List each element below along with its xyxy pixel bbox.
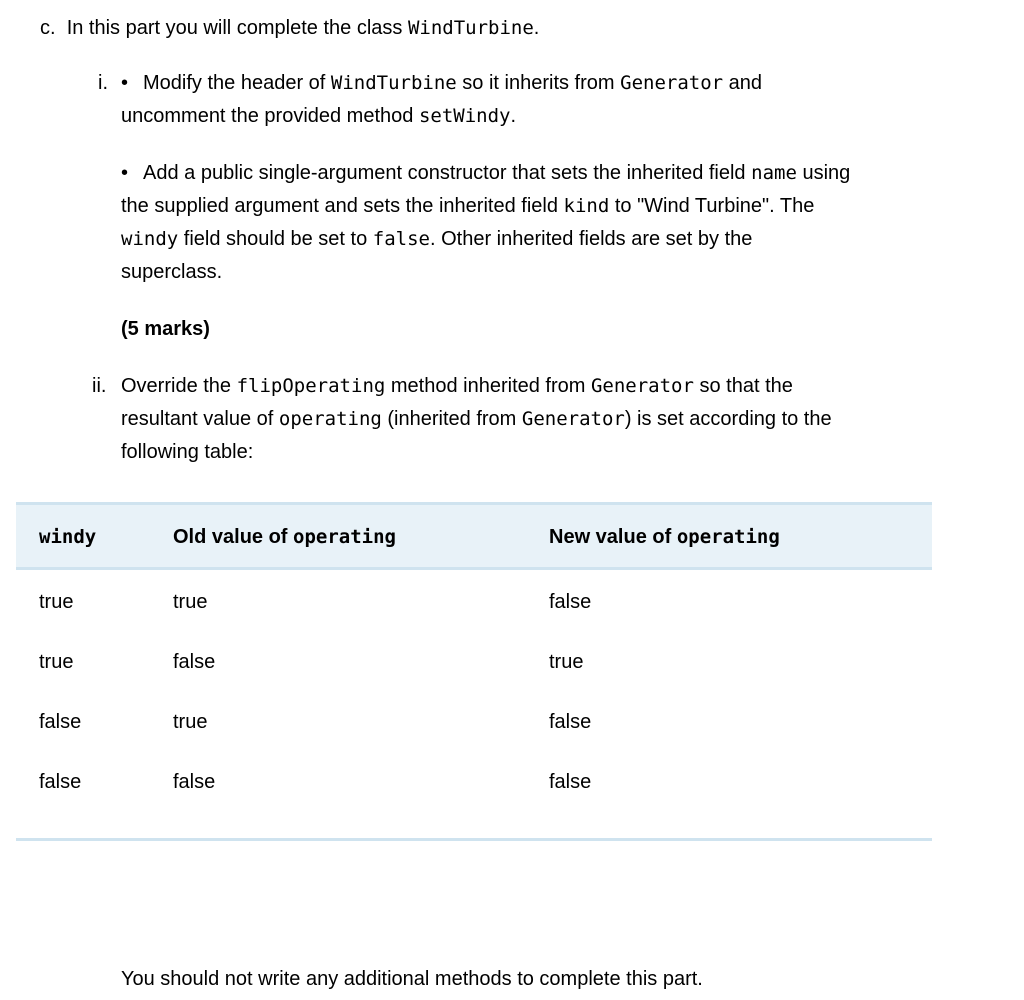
item-ii-line-2: resultant value of operating (inherited from Generator) is set according to the [121,408,832,430]
item-ii-line-1: Override the flipOperating method inherited from Generator so that the [121,375,793,397]
class-name-windturbine: WindTurbine [407,17,534,39]
cell-windy: true [39,651,74,673]
cell-new-operating: false [549,711,592,733]
cell-new-operating: true [549,651,584,673]
item-i-bullet-1-line-2: uncomment the provided method setWindy. [121,105,517,127]
cell-windy: false [39,771,82,793]
footer-note: You should not write any additional methods to complete this part. [121,968,703,990]
header-old-operating: Old value of operating [173,526,396,548]
header-new-operating: New value of operating [549,526,780,548]
truth-table-header [16,505,932,570]
item-i-bullet-1-line-1: Modify the header of WindTurbine so it inherits from Generator and [143,72,763,94]
cell-new-operating: false [549,591,592,613]
part-c-label: c. [40,17,56,39]
item-i-bullet-1: • [121,72,129,94]
item-i-bullet-2: • [121,162,129,184]
cell-windy: false [39,711,82,733]
item-ii-line-3: following table: [121,441,254,463]
part-c-intro-text: In this part you will complete the class [66,17,408,39]
header-windy: windy [39,526,97,548]
cell-old-operating: true [173,591,208,613]
cell-old-operating: false [173,651,216,673]
item-i-bullet-2-line-3: windy field should be set to false. Other inherited fields are set by the [121,228,753,250]
cell-old-operating: true [173,711,208,733]
item-ii-label: ii. [92,375,107,397]
cell-new-operating: false [549,771,592,793]
item-i-bullet-2-line-2: the supplied argument and sets the inherited field kind to "Wind Turbine". The [121,195,815,217]
part-c-heading: c. In this part you will complete the class WindTurbine. [40,17,540,39]
item-i-bullet-2-line-4: superclass. [121,261,223,283]
item-i-marks: (5 marks) [121,318,210,340]
truth-table [16,502,932,841]
cell-old-operating: false [173,771,216,793]
cell-windy: true [39,591,74,613]
item-i-label: i. [98,72,108,94]
item-i-bullet-2-line-1: Add a public single-argument constructor that sets the inherited field name using [143,162,851,184]
